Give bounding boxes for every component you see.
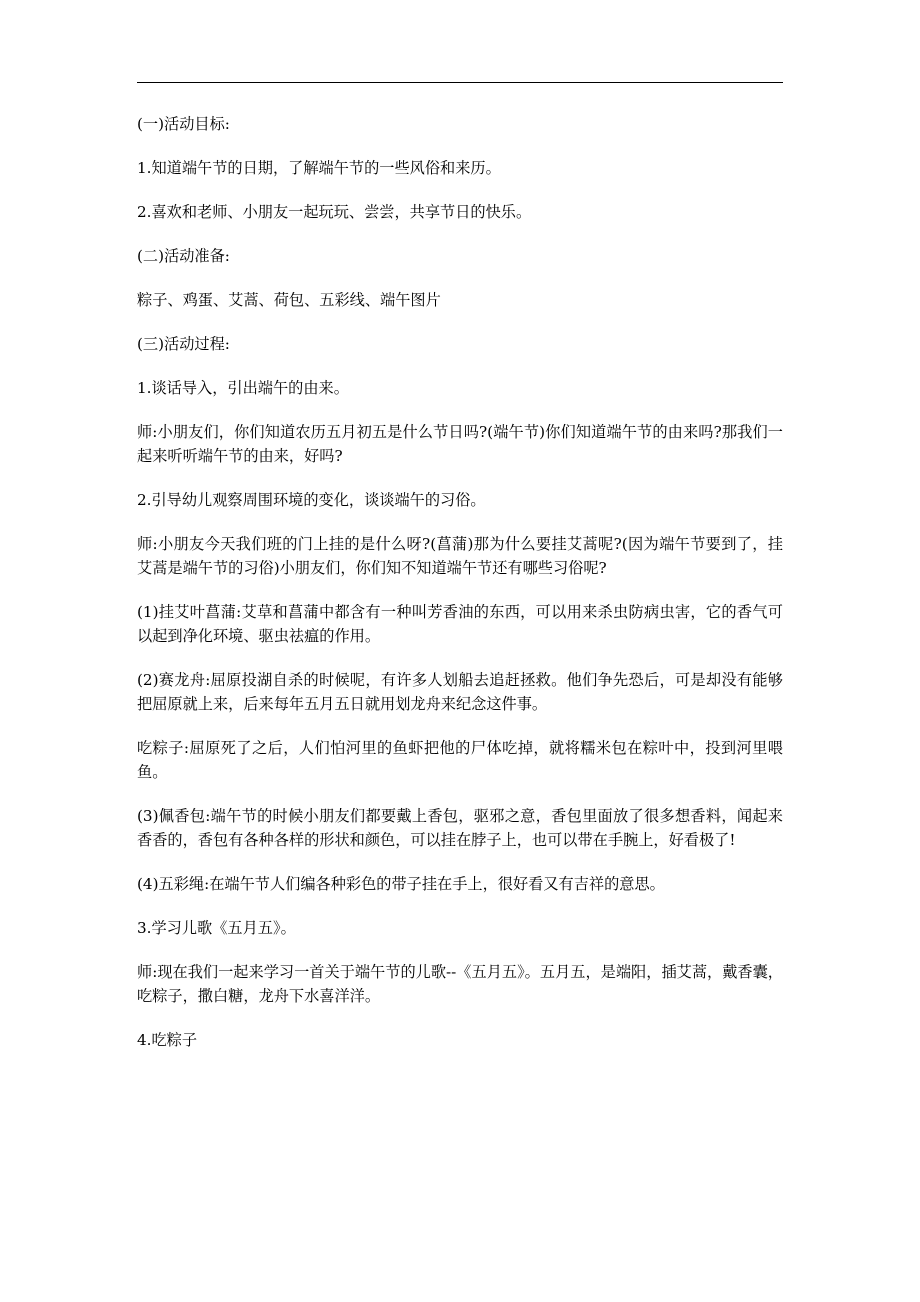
custom-item-4: (4)五彩绳:在端午节人们编各种彩色的带子挂在手上，很好看又有吉祥的意思。 bbox=[137, 875, 665, 893]
process-step-3: 3.学习儿歌《五月五》。 bbox=[137, 919, 296, 937]
header-divider bbox=[137, 82, 783, 83]
process-step-1: 1.谈话导入，引出端午的由来。 bbox=[137, 379, 349, 397]
preparation-materials: 粽子、鸡蛋、艾蒿、荷包、五彩线、端午图片 bbox=[137, 291, 441, 309]
custom-item-1: (1)挂艾叶菖蒲:艾草和菖蒲中都含有一种叫芳香油的东西，可以用来杀虫防病虫害，它的香气可以起到净化环境、驱虫祛瘟的作用。 bbox=[137, 603, 783, 645]
section-heading-process: (三)活动过程: bbox=[137, 335, 230, 353]
process-step-2: 2.引导幼儿观察周围环境的变化，谈谈端午的习俗。 bbox=[137, 491, 486, 509]
section-heading-preparation: (二)活动准备: bbox=[137, 247, 230, 265]
custom-item-3: (3)佩香包:端午节的时候小朋友们都要戴上香包，驱邪之意，香包里面放了很多想香料，闻起来香香的，香包有各种各样的形状和颜色，可以挂在脖子上，也可以带在手腕上，好看极了! bbox=[137, 807, 783, 849]
goal-item-1: 1.知道端午节的日期，了解端午节的一些风俗和来历。 bbox=[137, 159, 501, 177]
teacher-dialogue-3: 师:现在我们一起来学习一首关于端午节的儿歌--《五月五》。五月五，是端阳，插艾蒿，戴香囊，吃粽子，撒白糖，龙舟下水喜洋洋。 bbox=[137, 963, 783, 1005]
teacher-dialogue-2: 师:小朋友今天我们班的门上挂的是什么呀?(菖蒲)那为什么要挂艾蒿呢?(因为端午节要到了，挂艾蒿是端午节的习俗)小朋友们，你们知不知道端午节还有哪些习俗呢? bbox=[137, 535, 783, 577]
document-body bbox=[137, 112, 783, 1072]
teacher-dialogue-1: 师:小朋友们，你们知道农历五月初五是什么节日吗?(端午节)你们知道端午节的由来吗?那我们一起来听听端午节的由来，好吗? bbox=[137, 423, 783, 465]
custom-item-2: (2)赛龙舟:屈原投湖自杀的时候呢，有许多人划船去追赶拯救。他们争先恐后，可是却没有能够把屈原就上来，后来每年五月五日就用划龙舟来纪念这件事。 bbox=[137, 671, 783, 713]
custom-item-zongzi: 吃粽子:屈原死了之后，人们怕河里的鱼虾把他的尸体吃掉，就将糯米包在粽叶中，投到河里喂鱼。 bbox=[137, 739, 783, 781]
goal-item-2: 2.喜欢和老师、小朋友一起玩玩、尝尝，共享节日的快乐。 bbox=[137, 203, 532, 221]
section-heading-goals: (一)活动目标: bbox=[137, 115, 230, 133]
process-step-4: 4.吃粽子 bbox=[137, 1031, 198, 1049]
